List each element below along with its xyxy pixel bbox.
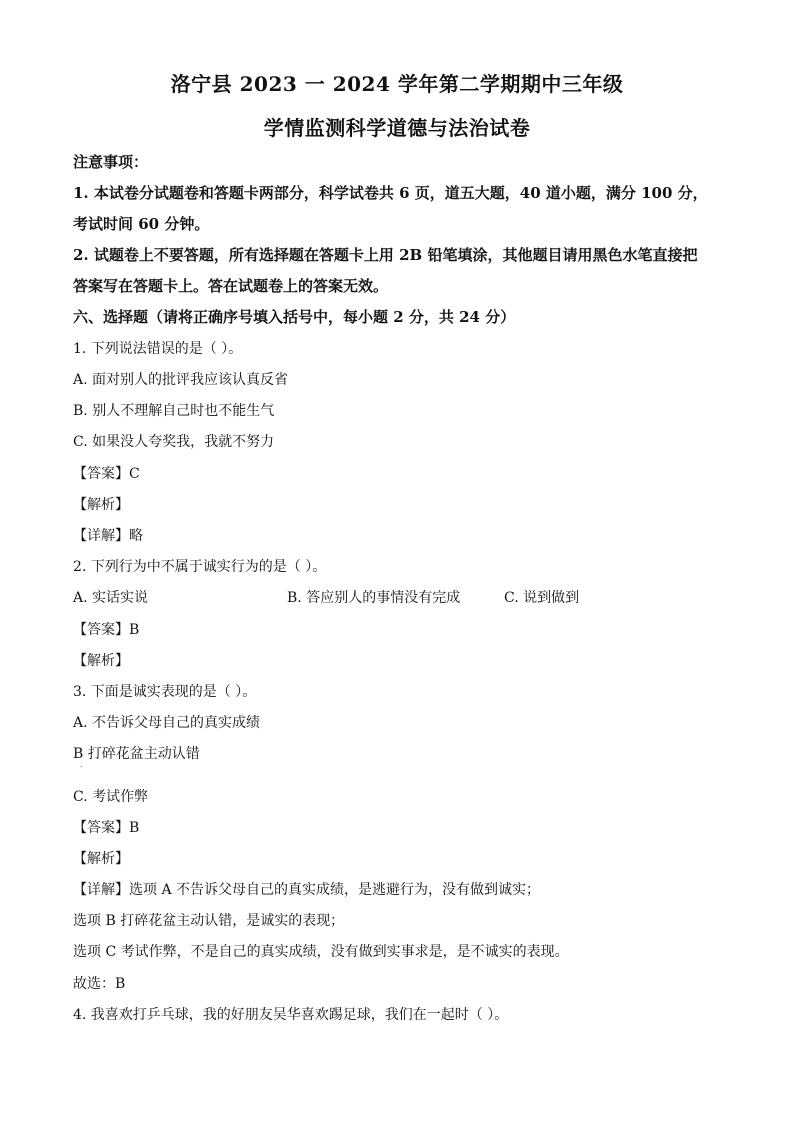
notice-item1-line2: 考试时间 60 分钟。 — [73, 215, 210, 233]
notice-item2-line2: 答案写在答题卡上。答在试题卷上的答案无效。 — [73, 277, 389, 295]
question-3-detail-line2: 选项 B 打碎花盆主动认错，是诚实的表现； — [73, 913, 345, 929]
question-2-options — [73, 587, 733, 607]
question-3-option-b: B 打碎花盆主动认错 — [73, 746, 200, 762]
question-2-option-a: A. 实话实说 — [73, 590, 149, 606]
notice-heading: 注意事项： — [73, 153, 149, 171]
question-2-stem: 2. 下列行为中不属于诚实行为的是（ ）。 — [73, 559, 327, 575]
question-1-analysis: 【解析】 — [73, 497, 129, 513]
question-3-option-c: C. 考试作弊 — [73, 789, 149, 805]
question-1-answer: 【答案】C — [73, 466, 140, 482]
question-1-detail: 【详解】略 — [73, 528, 143, 544]
question-3-choice: 故选：B — [73, 976, 126, 992]
notice-item2-line1: 2. 试题卷上不要答题，所有选择题在答题卡上用 2B 铅笔填涂，其他题目请用黑色水笔直接把 — [73, 246, 698, 264]
question-1-option-a: A. 面对别人的批评我应该认真反省 — [73, 372, 289, 388]
question-2-analysis: 【解析】 — [73, 653, 129, 669]
question-3-detail-line1: 【详解】选项 A 不告诉父母自己的真实成绩，是逃避行为，没有做到诚实； — [73, 882, 541, 898]
question-1-option-c: C. 如果没人夸奖我，我就不努力 — [73, 434, 275, 450]
question-3-analysis: 【解析】 — [73, 851, 129, 867]
question-2-option-b: B. 答应别人的事情没有完成 — [287, 590, 461, 606]
question-3-detail-line3: 选项 C 考试作弊，不是自己的真实成绩，没有做到实事求是，是不诚实的表现。 — [73, 944, 569, 960]
question-2-option-c: C. 说到做到 — [504, 590, 580, 606]
question-3-stem: 3. 下面是诚实表现的是（ ）。 — [73, 684, 257, 700]
stray-dot-mark: . — [80, 760, 83, 769]
notice-item1-line1: 1. 本试卷分试题卷和答题卡两部分，科学试卷共 6 页，道五大题，40 道小题，满分 100 分， — [73, 184, 708, 202]
exam-title-line2: 学情监测科学道德与法治试卷 — [263, 116, 531, 140]
question-3-option-a: A. 不告诉父母自己的真实成绩 — [73, 715, 261, 731]
question-4-stem: 4. 我喜欢打乒乓球，我的好朋友吴华喜欢踢足球，我们在一起时（ ）。 — [73, 1007, 509, 1023]
question-1-option-b: B. 别人不理解自己时也不能生气 — [73, 403, 275, 419]
question-1-stem: 1. 下列说法错误的是（ ）。 — [73, 341, 243, 357]
exam-title-line1: 洛宁县 2023 一 2024 学年第二学期期中三年级 — [170, 72, 624, 96]
question-3-answer: 【答案】B — [73, 820, 140, 836]
section-heading: 六、选择题（请将正确序号填入括号中，每小题 2 分，共 24 分） — [73, 308, 516, 326]
question-2-answer: 【答案】B — [73, 622, 140, 638]
